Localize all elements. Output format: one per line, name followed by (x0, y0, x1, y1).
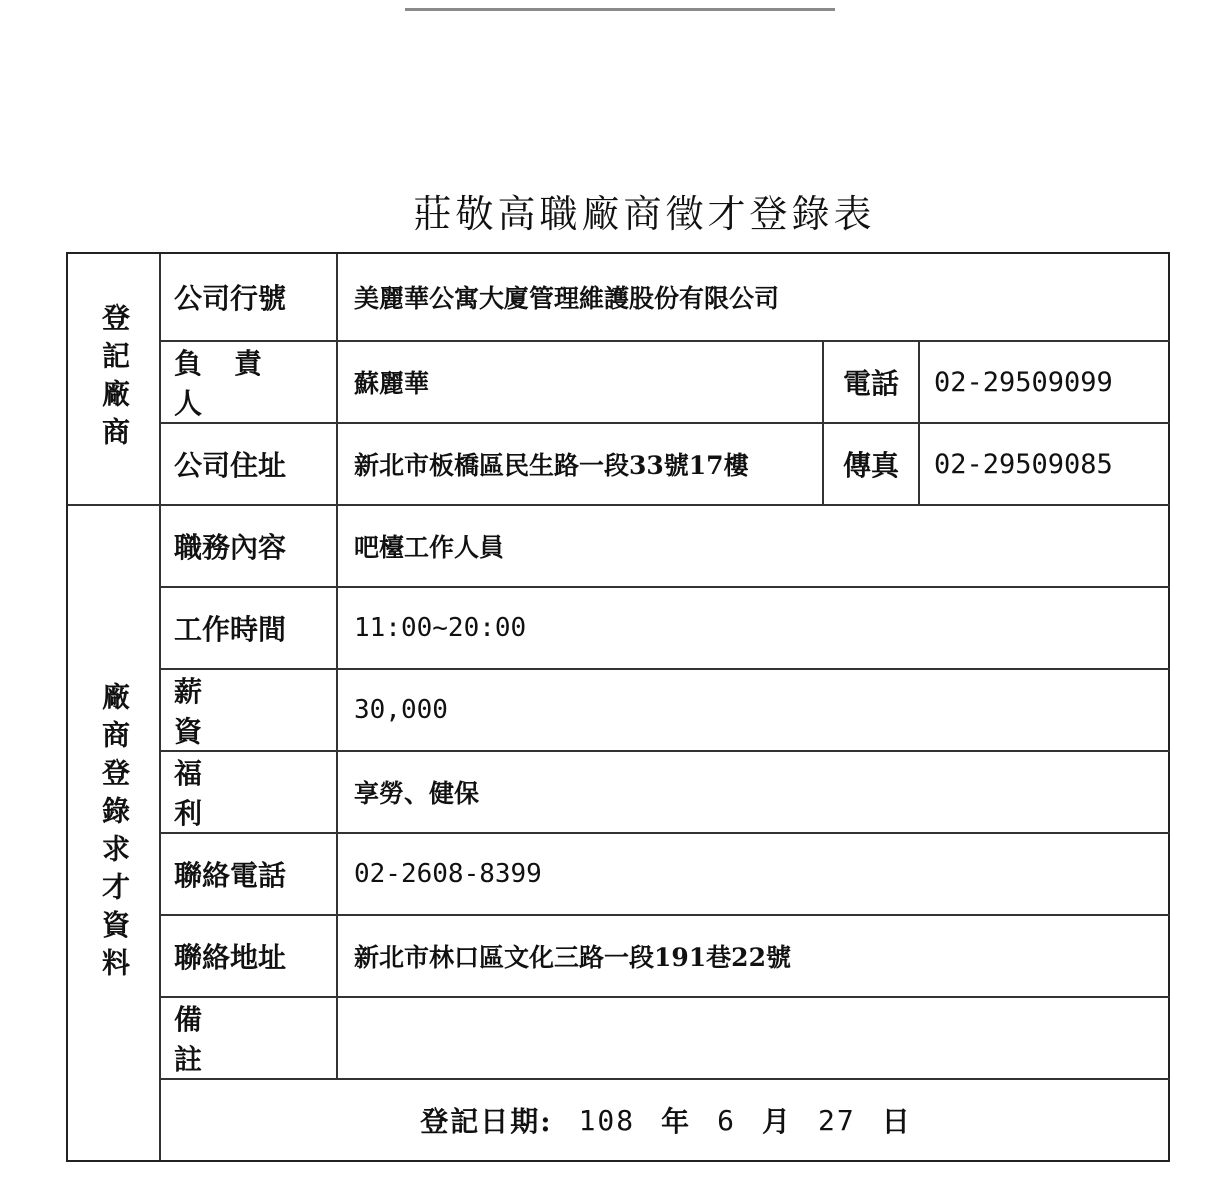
label-duty: 職務內容 (174, 531, 287, 564)
company-phone: 02-29509099 (934, 366, 1113, 398)
registration-date-label: 登記日期: (420, 1105, 553, 1138)
label-hours: 工作時間 (174, 613, 287, 646)
registration-month: 6 (717, 1103, 737, 1137)
section-company-heading: 登記廠商 (98, 303, 131, 455)
label-contact-phone: 聯絡電話 (174, 859, 287, 892)
label-contact-address: 聯絡地址 (174, 941, 287, 974)
label-benefits: 福利 (174, 757, 291, 830)
registration-month-unit: 月 (762, 1105, 793, 1138)
label-company-address: 公司住址 (174, 449, 287, 482)
owner-name: 蘇麗華 (354, 369, 430, 398)
label-owner: 負責人 (174, 347, 295, 420)
contact-phone: 02-2608-8399 (354, 859, 542, 889)
contact-address: 新北市林口區文化三路一段191巷22號 (354, 943, 791, 972)
job-salary: 30,000 (354, 695, 448, 725)
page-title: 莊敬高職廠商徵才登錄表 (413, 192, 876, 236)
company-name: 美麗華公寓大廈管理維護股份有限公司 (354, 284, 780, 313)
label-remarks: 備註 (174, 1003, 291, 1076)
section-job-heading: 廠商登錄求才資料 (98, 682, 131, 986)
company-address: 新北市板橋區民生路一段33號17樓 (354, 451, 749, 480)
label-salary: 薪資 (174, 675, 291, 748)
job-hours: 11:00~20:00 (354, 613, 527, 643)
registration-date (162, 1080, 1170, 1160)
label-company-name: 公司行號 (174, 282, 287, 315)
remarks (338, 998, 1168, 1078)
registration-day: 27 (818, 1103, 856, 1137)
label-phone: 電話 (842, 367, 899, 400)
registration-year-unit: 年 (661, 1105, 692, 1138)
cropped-header-line (405, 0, 835, 11)
label-fax: 傳真 (842, 449, 899, 482)
job-benefits: 享勞、健保 (354, 779, 480, 808)
company-fax: 02-29509085 (934, 448, 1113, 480)
job-duty: 吧檯工作人員 (354, 533, 505, 562)
registration-day-unit: 日 (881, 1105, 912, 1138)
registration-year: 108 (578, 1103, 636, 1137)
registration-form (66, 252, 1170, 1162)
